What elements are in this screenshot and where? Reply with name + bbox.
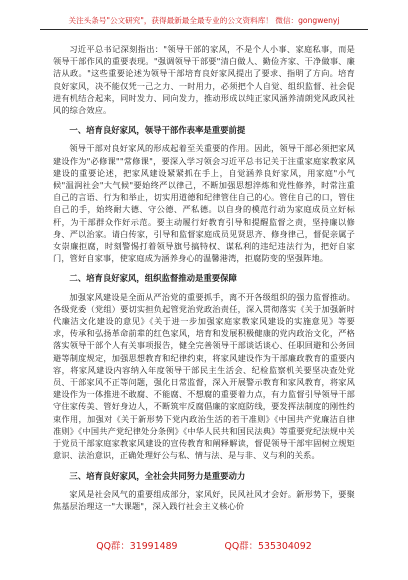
header-divider (40, 29, 368, 30)
footer-qq-group-2: QQ群：535304092 (224, 541, 312, 552)
section-3-paragraph: 家风是社会风气的重要组成部分，家风好，民风社风才会好。新形势下，要聚焦基层治理这一"大课题"，深入践行社会主义核心价 (53, 488, 355, 511)
section-3-heading: 三、培育良好家风，全社会共同努力是重要动力 (69, 470, 246, 481)
section-1-heading: 一、培育良好家风，领导干部作表率是重要前提 (69, 125, 246, 136)
footer-qq-group-1: QQ群：31991489 (96, 541, 178, 552)
footer (0, 538, 408, 552)
document-body (53, 43, 355, 512)
section-1-paragraph: 领导干部对良好家风的形成起着至关重要的作用。因此，领导干部必须把家风建设作为"必修课""常修课"，要深入学习领会习近平总书记关于注重家庭家教家风建设的重要论述，把家风建设紧紧抓在手上，自觉涵养良好家风，用家庭"小气候"温润社会"大气候"要始终严以律己，不断加强思想淬炼和党性修养，时常注重自己的言语、行为和举止，切实用道德和纪律管住自己的心。管住自己的口，管住自己的手，始终耐大德、守公德、严私德。以自身的模范行动为家庭成员立好标杆，为干部群众作好示范。要主动履行好教育引导和提醒监督之责，坚持廉以修身、严以治家。请白传家，引导和监督家庭成员见贤思齐、修身律己，督促亲属子女崇廉拒腐，时刻警惕打着领导旗号搞特权、谋私利的违纪违法行为，把好自家门，管好自家事，使家庭成为涵养身心的温馨港湾，拒腐防变的坚强阵地。 (53, 143, 355, 264)
header-promo-text: 关注头条号"公文研究"，获得最新最全最专业的公文资料库！ 微信：gongwenyj (68, 16, 340, 25)
section-2-paragraph: 加强家风建设是全面从严治党的重要抓手，离不开各级组织的强力监督推动。各级党委（党组）要切实担负起管党治党政治责任，深入贯彻落实《关于加强新时代廉洁文化建设的意见》《关于进一步加强家庭家教家风建设的实施意见》等要求，传承和弘扬革命前辈的红色家风，培育和发展积极健康的党内政治文化，严格落实领导干部个人有关事项报告，健全完善领导干部谈话谈心、任职回避和公务回避等制度规定，加强思想教育和纪律约束，将家风建设作为干部廉政教育的重要内容，将家风建设内容纳入年度领导干部民主生活会、纪检监察机关要坚决查处党员、干部家风不正等问题，强化日常监督，深入开展警示教育和家风教育，将家风建设作为一体推进不敢腐、不能腐、不想腐的重要着力点，有力监督引导领导干部守住家传美、管好身边人，不断筑牢反腐倡廉的家庭防线，要发挥法制度的刚性约束作用，加强对《关于新形势下党内政治生活的若干准则》《中国共产党廉洁自律准则》《中国共产党纪律处分条例》《中华人民共和国民法典》等重要党纪法规中关于党员干部家庭家教家风建设的宣传教育和阐释解读，督促领导干部牢固树立规矩意识、法治意识，正确处理好公与私、情与法、是与非、义与利的关系。 (53, 291, 355, 461)
section-2-heading: 二、培育良好家风，组织监督推动是重要保障 (69, 273, 237, 284)
intro-paragraph: 习近平总书记深刻指出："领导干部的家风，不是个人小事、家庭私事，而是领导干部作风的重要表现。"强调领导干部要"清白做人、勤俭齐家、干净做事、廉洁从政。"这些重要论述为领导干部培育良好家风提出了要求、指明了方向。培育良好家风，决不能仅凭一己之力、一时用力，必须把个人自觉、组织监督、社会促进有机结合起来，同时发力、同向发力，推动形成以纯正家风涵养清朗党风政风社风的综合效应。 (53, 44, 355, 116)
